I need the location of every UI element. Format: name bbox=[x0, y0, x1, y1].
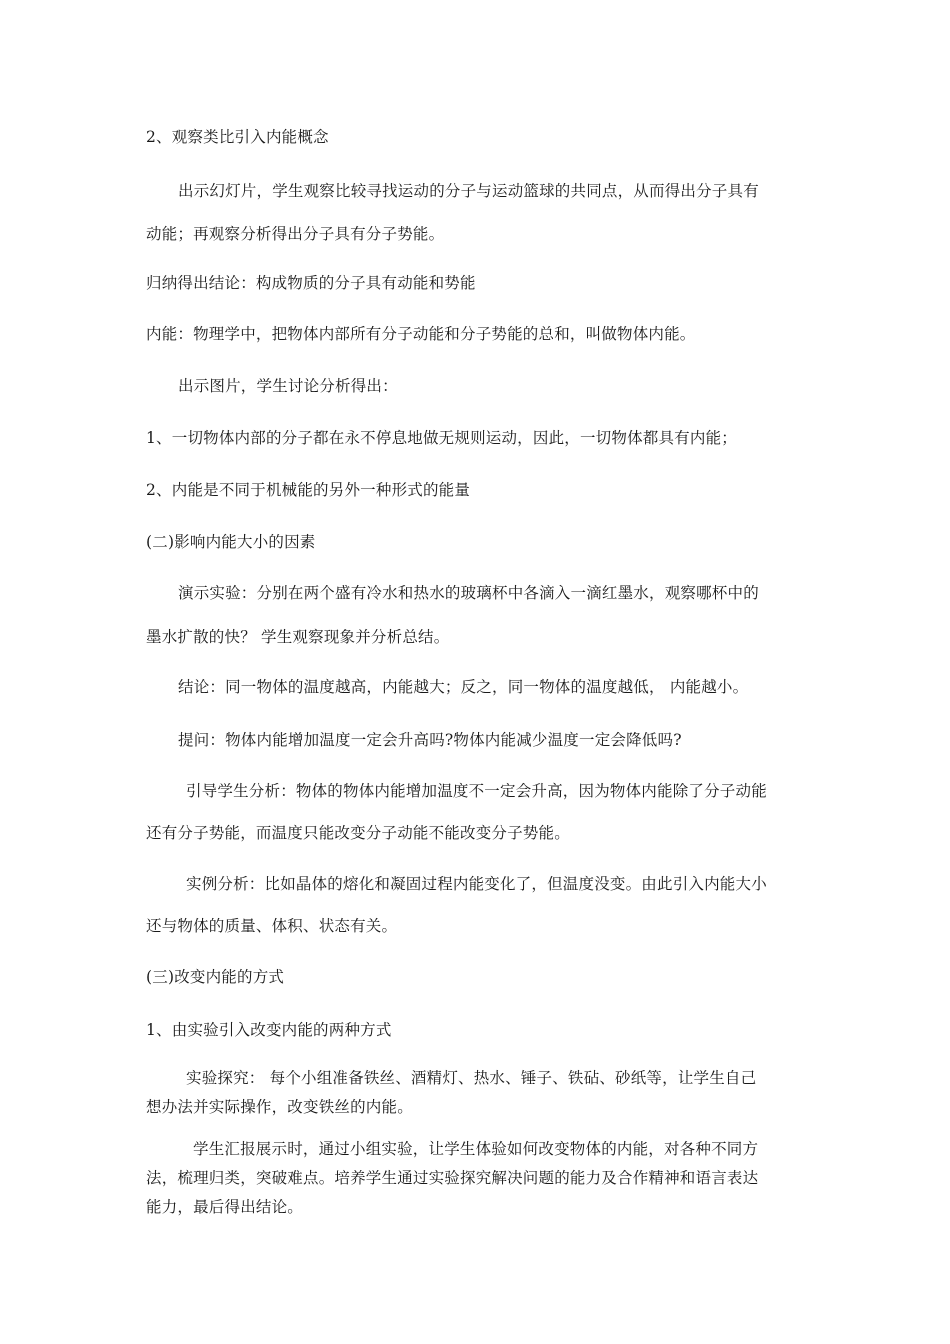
paragraph-line: 动能；再观察分析得出分子具有分子势能。 bbox=[146, 225, 445, 243]
paragraph-line: 能力，最后得出结论。 bbox=[146, 1198, 304, 1216]
paragraph-line: 出示图片，学生讨论分析得出： bbox=[178, 377, 398, 395]
paragraph-line: 提问：物体内能增加温度一定会升高吗?物体内能减少温度一定会降低吗? bbox=[178, 731, 682, 749]
paragraph-line: 实例分析：比如晶体的熔化和凝固过程内能变化了，但温度没变。由此引入内能大小 bbox=[186, 875, 767, 893]
section-heading: 2、观察类比引入内能概念 bbox=[146, 128, 329, 146]
subsection-heading: 1、由实验引入改变内能的两种方式 bbox=[146, 1021, 392, 1039]
paragraph-line: 想办法并实际操作，改变铁丝的内能。 bbox=[146, 1098, 413, 1116]
paragraph-line: 演示实验：分别在两个盛有冷水和热水的玻璃杯中各滴入一滴红墨水，观察哪杯中的 bbox=[178, 584, 759, 602]
list-item: 1、一切物体内部的分子都在永不停息地做无规则运动，因此，一切物体都具有内能； bbox=[146, 429, 737, 447]
paragraph-line: 墨水扩散的快？ 学生观察现象并分析总结。 bbox=[146, 628, 450, 646]
paragraph-line: 实验探究： 每个小组准备铁丝、酒精灯、热水、锤子、铁砧、砂纸等，让学生自己 bbox=[186, 1069, 757, 1087]
paragraph-line: 引导学生分析：物体的物体内能增加温度不一定会升高，因为物体内能除了分子动能 bbox=[186, 782, 767, 800]
paragraph-line: 法，梳理归类，突破难点。培养学生通过实验探究解决问题的能力及合作精神和语言表达 bbox=[146, 1169, 759, 1187]
definition-line: 内能：物理学中，把物体内部所有分子动能和分子势能的总和，叫做物体内能。 bbox=[146, 325, 696, 343]
paragraph-line: 还有分子势能，而温度只能改变分子动能不能改变分子势能。 bbox=[146, 824, 570, 842]
paragraph-line: 归纳得出结论：构成物质的分子具有动能和势能 bbox=[146, 274, 476, 292]
paragraph-line: 学生汇报展示时，通过小组实验，让学生体验如何改变物体的内能，对各种不同方 bbox=[193, 1140, 759, 1158]
paragraph-line: 还与物体的质量、体积、状态有关。 bbox=[146, 917, 398, 935]
list-item: 2、内能是不同于机械能的另外一种形式的能量 bbox=[146, 481, 471, 499]
paragraph-line: 出示幻灯片，学生观察比较寻找运动的分子与运动篮球的共同点，从而得出分子具有 bbox=[178, 182, 759, 200]
section-heading: (二)影响内能大小的因素 bbox=[146, 533, 316, 551]
section-heading: (三)改变内能的方式 bbox=[146, 968, 285, 986]
paragraph-line: 结论：同一物体的温度越高，内能越大；反之，同一物体的温度越低， 内能越小。 bbox=[178, 678, 749, 696]
